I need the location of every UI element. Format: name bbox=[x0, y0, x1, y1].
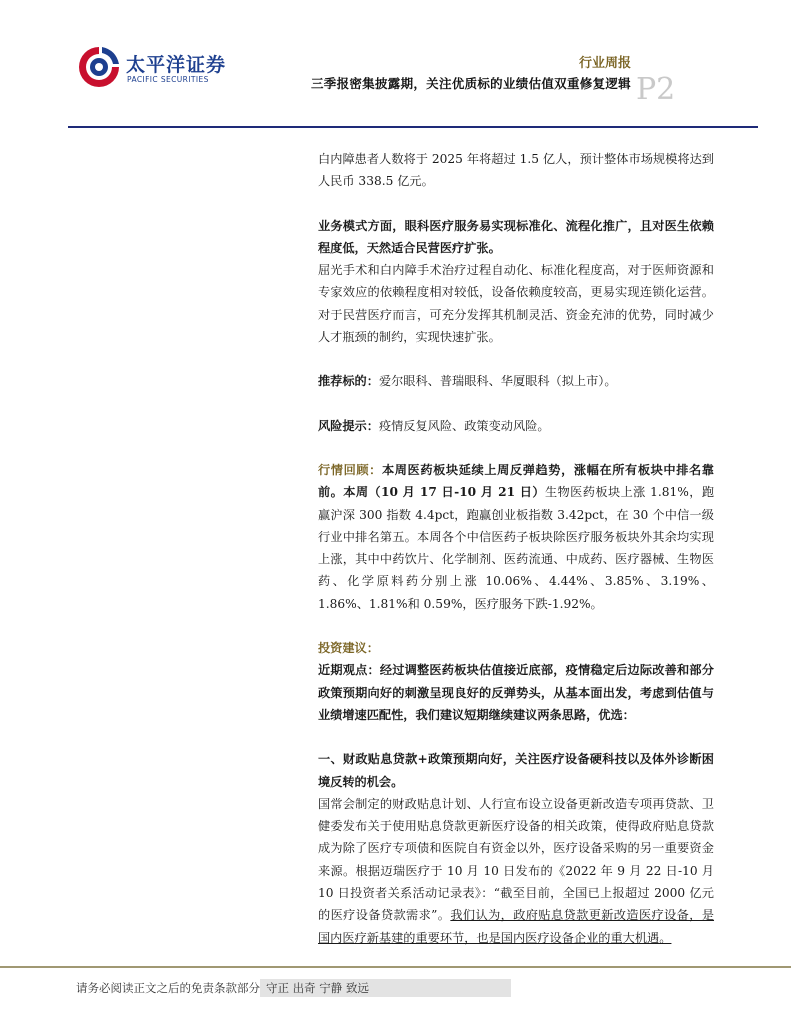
logo-english-name: PACIFIC SECURITIES bbox=[127, 75, 209, 84]
market-review bbox=[318, 459, 714, 615]
pacific-logo-icon bbox=[76, 44, 122, 90]
footer-disclaimer: 请务必阅读正文之后的免责条款部分 bbox=[76, 981, 260, 995]
point-one-underlined: 我们认为，政府贴息贷款更新改造医疗设备，是国内医疗新基建的重要环节，也是国内医疗设备企业的重大机遇。 bbox=[318, 908, 715, 945]
risk-text: 疫情反复风险、政策变动风险。 bbox=[378, 418, 550, 433]
recommended-label: 推荐标的： bbox=[318, 374, 379, 389]
page-footer bbox=[76, 979, 511, 997]
market-review-bold: 本周医药板块延续上周反弹趋势，涨幅在所有板块中排名靠前。本周（10 月 17 日-10 月 21 日） bbox=[318, 462, 714, 500]
investment-advice-label: 投资建议： bbox=[318, 641, 379, 656]
recommended-stocks bbox=[318, 370, 714, 392]
risk-label: 风险提示： bbox=[318, 418, 379, 433]
footer-divider bbox=[0, 966, 791, 968]
paragraph-business-model-heading: 业务模式方面，眼科医疗服务易实现标准化、流程化推广，且对医生依赖程度低，天然适合民营医疗扩张。 bbox=[318, 218, 714, 255]
point-one-heading: 一、财政贴息贷款+政策预期向好，关注医疗设备硬科技以及体外诊断困境反转的机会。 bbox=[318, 752, 714, 789]
report-body bbox=[318, 148, 714, 949]
company-logo bbox=[76, 44, 226, 94]
paragraph-market-size: 白内障患者人数将于 2025 年将超过 1.5 亿人，预计整体市场规模将达到人民币 338.5 亿元。 bbox=[318, 152, 714, 189]
footer-motto: 守正 出奇 宁静 致远 bbox=[260, 979, 511, 997]
header-divider bbox=[68, 126, 758, 128]
near-term-view: 近期观点：经过调整医药板块估值接近底部，疫情稳定后边际改善和部分政策预期向好的刺激呈现良好的反弹势头，从基本面出发，考虑到估值与业绩增速匹配性，我们建议短期继续建议两条思路，优选： bbox=[318, 663, 714, 722]
paragraph-business-model: 屈光手术和白内障手术治疗过程自动化、标准化程度高，对于医师资源和专家效应的依赖程度相对较低，设备依赖度较高，更易实现连锁化运营。对于民营医疗而言，可充分发挥其机制灵活、资金充沛的优势，同时减少人才瓶颈的制约，实现快速扩张。 bbox=[318, 263, 714, 345]
logo-chinese-name: 太平洋证券 bbox=[126, 54, 227, 76]
page-header bbox=[0, 0, 791, 132]
market-review-label: 行情回顾： bbox=[318, 462, 382, 477]
market-review-text: 生物医药板块上涨 1.81%，跑赢沪深 300 指数 4.4pct，跑赢创业板指数 3.42pct，在 30 个中信一级行业中排名第五。本周各个中信医药子板块除医疗服务板块外其余均实现上涨，其中中药饮片、化学制剂、医药流通、中成药、医疗器械、生物医药、化学原料药分别上涨 10.06%、4.44%、3.85%、3.19%、1.86%、1.81%和 0.59%，医疗服务下跌-1.92%。 bbox=[318, 485, 715, 611]
page-number: P2 bbox=[636, 72, 676, 107]
report-title: 三季报密集披露期，关注优质标的业绩估值双重修复逻辑 bbox=[310, 76, 631, 91]
report-type: 行业周报 bbox=[578, 56, 631, 71]
recommended-text: 爱尔眼科、普瑞眼科、华厦眼科（拟上市）。 bbox=[378, 374, 617, 389]
point-one-body bbox=[318, 793, 714, 949]
risk-warning bbox=[318, 415, 714, 437]
point-one-text: 国常会制定的财政贴息计划、人行宣布设立设备更新改造专项再贷款、卫健委发布关于使用贴息贷款更新医疗设备的相关政策，使得政府贴息贷款成为除了医疗专项债和医院自有资金以外，医疗设备采购的另一重要资金来源。根据迈瑞医疗于 10 月 10 日发布的《2022 年 9 月 22 日-10 月 10 日投资者关系活动记录表》：“截至目前，全国已上报超过 2000 亿元的医疗设备贷款需求”。 bbox=[318, 796, 714, 923]
